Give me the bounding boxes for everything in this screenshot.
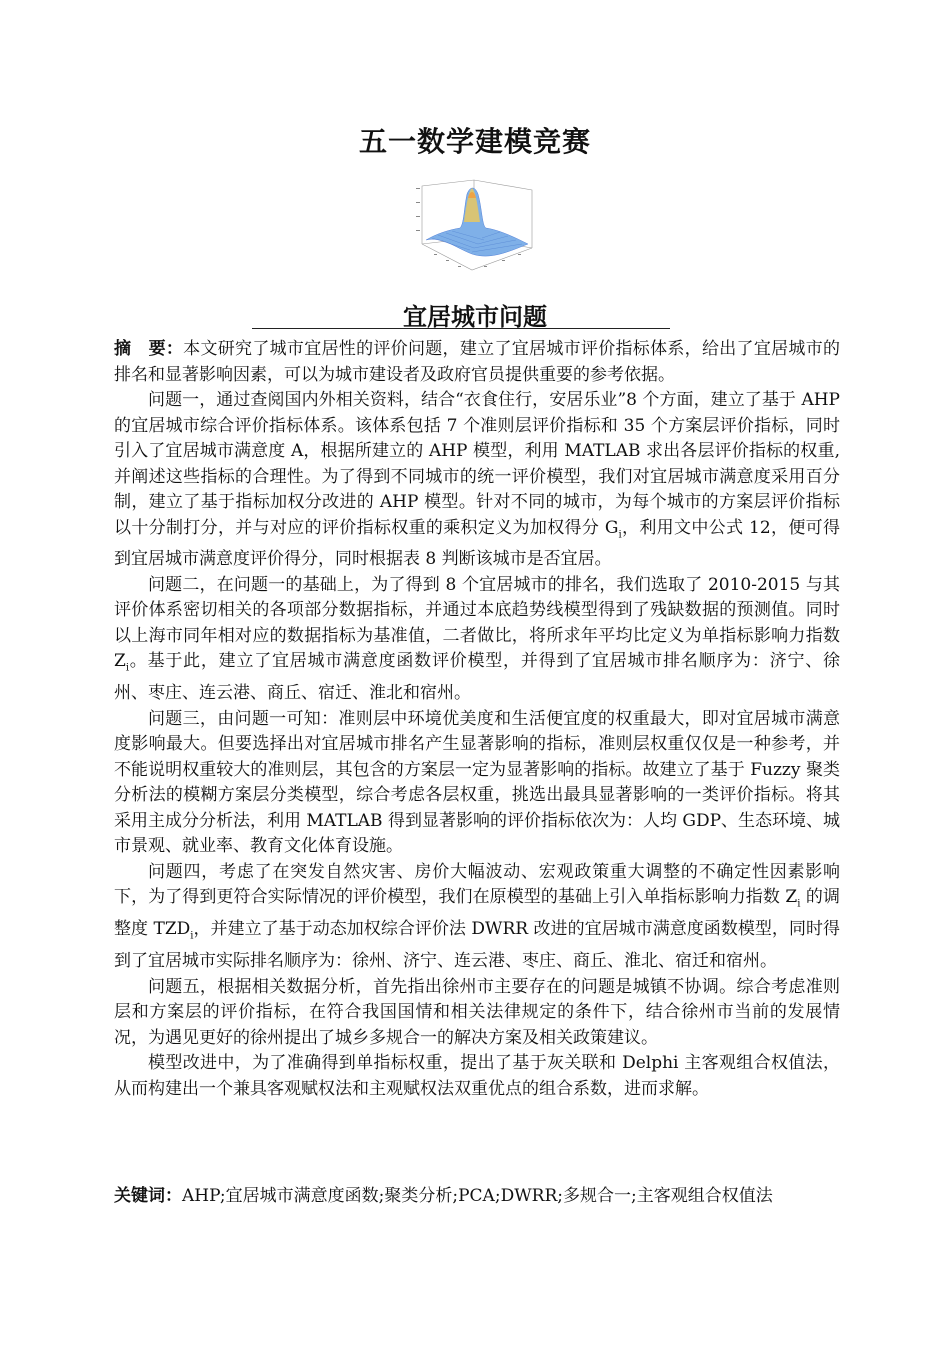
abstract-label: 摘 要： <box>114 339 184 359</box>
abstract-problem-3: 问题三，由问题一可知：准则层中环境优美度和生活便宜度的权重最大，即对宜居城市满意度影响最大。但要选择出对宜居城市排名产生显著影响的指标，准则层权重仅仅是一种参考，并不能说明权重较大的准则层，其包含的方案层一定为显著影响的指标。故建立了基于 Fuzzy 聚类分析法的模糊方案层分类模型，综合考虑各层权重，挑选出最具显著影响的一类评价指标。将其采用主成分分析法，利用 MATLAB 得到显著影响的评价指标依次为：人均 GDP、生态环境、城市景观、就业率、教育文化体育设施。 <box>114 708 841 857</box>
keywords-label: 关键词： <box>114 1186 182 1206</box>
p4-mid: 的调整度 TZD <box>114 887 841 940</box>
abstract-problem-1 <box>114 388 840 573</box>
p2-subscript: i <box>125 662 130 674</box>
abstract-problem-2 <box>114 573 840 707</box>
page-title: 五一数学建模竞赛 <box>358 125 591 158</box>
p1-tail: ，利用文中公式 12，便可得到宜居城市满意度评价得分，同时根据表 8 判断该城市是否宜居。 <box>114 517 840 570</box>
keywords-line <box>114 1183 854 1209</box>
p2-tail: 。基于此，建立了宜居城市满意度函数评价模型，并得到了宜居城市排名顺序为：济宁、徐州、枣庄、连云港、商丘、宿迁、淮北和宿州。 <box>114 651 840 704</box>
abstract-model-improvement: 模型改进中，为了准确得到单指标权重，提出了基于灰关联和 Delphi 主客观组合权值法，从而构建出一个兼具客观赋权法和主观赋权法双重优点的组合系数，进而求解。 <box>114 1053 840 1099</box>
p1-text: 问题一，通过查阅国内外相关资料，结合“衣食住行，安居乐业”8 个方面，建立了基于 AHP 的宜居城市综合评价指标体系。该体系包括 7 个准则层评价指标和 35 个方案层评价指标，同时引入了宜居城市满意度 A，根据所建立的 AHP 模型，利用 MATLAB 求出各层评价指标的权重,并阐述这些指标的合理性。为了得到不同城市的统一评价模型，我们对宜居城市满意度采用百分制，建立了基于指标加权分改进的 AHP 模型。针对不同的城市，为每个城市的方案层评价指标以十分制打分，并与对应的评价指标权重的乘积定义为加权得分 G <box>114 390 840 538</box>
p4-text: 问题四，考虑了在突发自然灾害、房价大幅波动、宏观政策重大调整的不确定性因素影响下，为了得到更符合实际情况的评价模型，我们在原模型的基础上引入单指标影响力指数 Z <box>114 861 840 908</box>
abstract-problem-4 <box>114 860 840 975</box>
paper-subtitle: 宜居城市问题 <box>403 303 547 331</box>
abstract-intro <box>114 337 840 388</box>
abstract-problem-5: 问题五，根据相关数据分析，首先指出徐州市主要存在的问题是城镇不协调。综合考虑准则层和方案层的评价指标，在符合我国国情和相关法律规定的条件下，结合徐州市当前的发展情况，为遇见更好的徐州提出了城乡多规合一的解决方案及相关政策建议。 <box>114 976 840 1048</box>
abstract-body <box>114 337 840 1102</box>
p2-text: 问题二，在问题一的基础上，为了得到 8 个宜居城市的排名，我们选取了 2010-2015 与其评价体系密切相关的各项部分数据指标，并通过本底趋势线模型得到了残缺数据的预测值。同时以上海市同年相对应的数据指标为基准值，二者做比，将所求年平均比定义为单指标影响力指数 Z <box>114 574 840 672</box>
p4-tail: ，并建立了基于动态加权综合评价法 DWRR 改进的宜居城市满意度函数模型，同时得到了宜居城市实际排名顺序为：徐州、济宁、连云港、枣庄、商丘、淮北、宿迁和宿州。 <box>114 919 841 972</box>
abstract-intro-text: 本文研究了城市宜居性的评价问题，建立了宜居城市评价指标体系，给出了宜居城市的排名和显著影响因素，可以为城市建设者及政府官员提供重要的参考依据。 <box>114 339 840 385</box>
keywords-text: AHP;宜居城市满意度函数;聚类分析;PCA;DWRR;多规合一;主客观组合权值法 <box>182 1186 773 1206</box>
p4-subscript: i <box>797 898 801 910</box>
subtitle-underline <box>252 328 670 329</box>
surface-plot-figure <box>412 178 542 276</box>
p4-subscript-2: i <box>190 930 194 942</box>
p1-subscript: i <box>618 528 622 540</box>
